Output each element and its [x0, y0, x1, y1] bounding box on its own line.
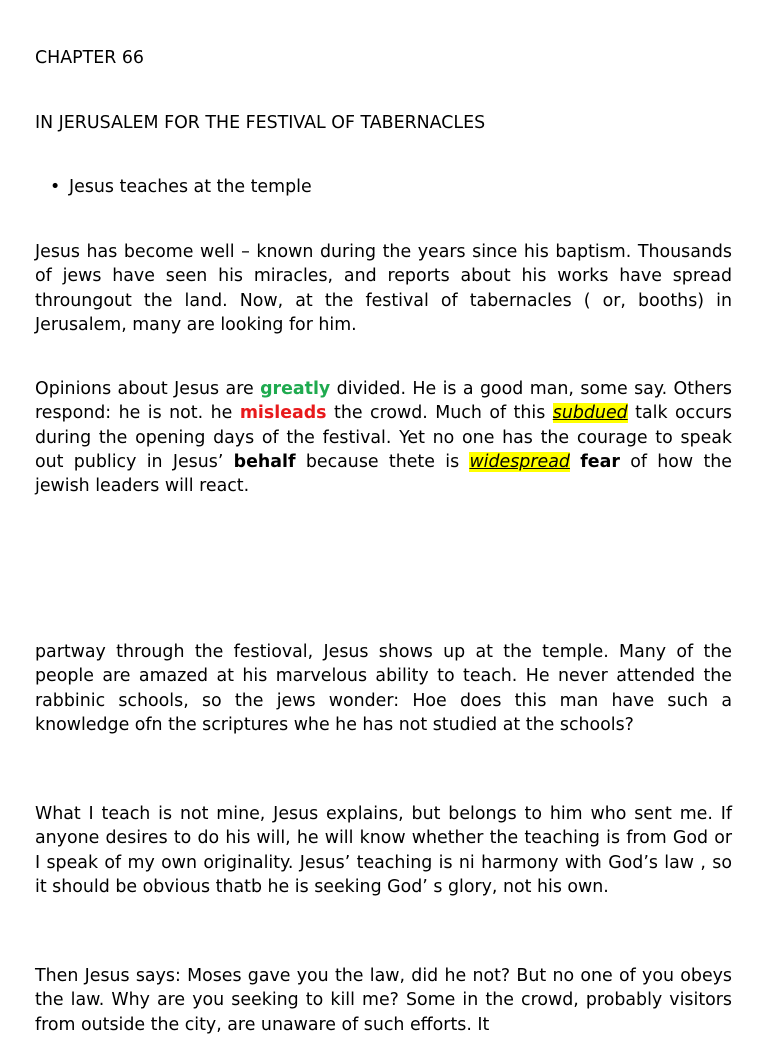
highlight-widespread: widespread [469, 451, 570, 472]
paragraph-2-text: divided. He is a good man, some say. Others respond: he is not. he [35, 379, 732, 424]
bold-behalf: behalf [233, 451, 296, 472]
paragraph-5: Then Jesus says: Moses gave you the law, did he not? But no one of you obeys the law. Why are you seeking to kill me? Some in the crowd, probably visitors from outside the city, are unaware of such efforts. It [35, 966, 732, 1035]
bullet-text: Jesus teaches at the temple [69, 177, 312, 197]
chapter-heading: CHAPTER 66 [35, 48, 144, 68]
paragraph-2-text [570, 452, 580, 472]
paragraph-2-text: because thete is [295, 451, 470, 472]
paragraph-2 [35, 377, 732, 498]
paragraph-2-text: the crowd. Much of this [326, 403, 553, 424]
paragraph-2-text: of how the jewish leaders will react. [35, 451, 732, 497]
emphasis-greatly: greatly [260, 379, 331, 399]
emphasis-misleads: misleads [239, 403, 327, 424]
paragraph-2-text: talk occurs during the opening days of the festival. Yet no one has the courage to speak out publicy in Jesus’ [35, 403, 732, 472]
bullet-list-item [50, 175, 312, 199]
paragraph-2-text: Opinions about Jesus are [35, 379, 261, 399]
bold-fear: fear [580, 451, 620, 472]
bullet-icon: • [50, 177, 61, 197]
highlight-subdued: subdued [552, 403, 628, 424]
paragraph-3: partway through the festioval, Jesus shows up at the temple. Many of the people are amazed at his marvelous ability to teach. He never attended the rabbinic schools, so the jews wonder: Hoe does this man have such a knowledge ofn the scriptures whe he has not studied at the schools? [35, 642, 732, 735]
chapter-title: IN JERUSALEM FOR THE FESTIVAL OF TABERNACLES [35, 113, 486, 133]
paragraph-4: What I teach is not mine, Jesus explains, but belongs to him who sent me. If anyone desires to do his will, he will know whether the teaching is from God or I speak of my own originality. Jesus’ teaching is ni harmony with God’s law , so it should be obvious thatb he is seeking God’ s glory, not his own. [35, 804, 732, 897]
paragraph-1: Jesus has become well – known during the years since his baptism. Thousands of jews have seen his miracles, and reports about his works have spread throungout the land. Now, at the festival of tabernacles ( or, booths) in Jerusalem, many are looking for him. [35, 242, 732, 335]
